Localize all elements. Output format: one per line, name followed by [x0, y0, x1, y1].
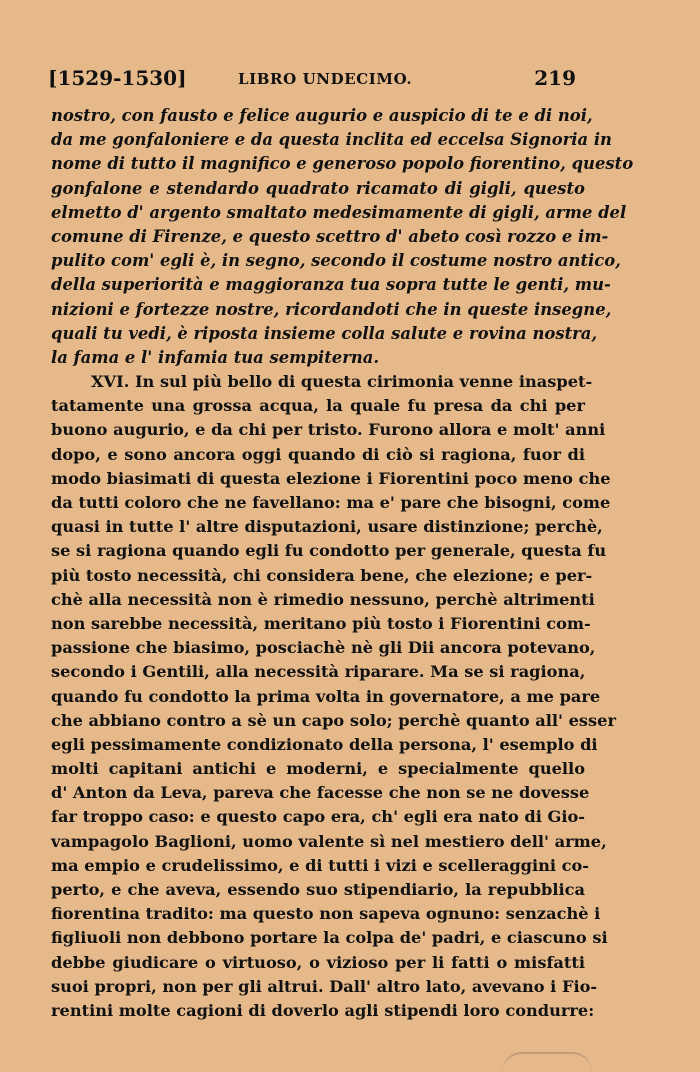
text-line: da tutti coloro che ne favellano: ma e' pare che bisogni, come: [51, 493, 611, 512]
running-header: [48, 66, 576, 96]
text-line: modo biasimati di questa elezione i Fiorentini poco meno che: [51, 468, 611, 488]
text-line: comune di Firenze, e questo scettro d' abeto così rozzo e im-: [51, 226, 609, 246]
text-line: ma empio e crudelissimo, e di tutti i vizi e scelleraggini co-: [51, 855, 590, 875]
section-start-line: XVI. In sul più bello di questa cirimonia venne inaspet-: [91, 372, 593, 392]
text-line: debbe giudicare o virtuoso, o vizioso per li fatti o misfatti: [51, 952, 585, 972]
text-line: rentini molte cagioni di doverlo agli stipendi loro condurre:: [51, 1000, 595, 1020]
text-line: buono augurio, e da chi per tristo. Furono allora e molt' anni: [51, 420, 606, 440]
text-line: da me gonfaloniere e da questa inclita ed eccelsa Signoria in: [51, 130, 612, 150]
year-range: [1529-1530]: [48, 66, 187, 90]
text-line: dopo, e sono ancora oggi quando di ciò si ragiona, fuor di: [51, 444, 585, 464]
text-line: quasi in tutte l' altre disputazioni, usare distinzione; perchè,: [51, 517, 603, 537]
text-line: pulito com' egli è, in segno, secondo il costume nostro antico,: [51, 251, 621, 271]
text-line: gonfalone e stendardo quadrato ricamato di gigli, questo: [51, 178, 585, 198]
text-line: della superiorità e maggioranza tua sopra tutte le genti, mu-: [51, 275, 611, 295]
text-line: se si ragiona quando egli fu condotto per generale, questa fu: [51, 541, 607, 561]
text-line: molti capitani antichi e moderni, e specialmente quello: [51, 759, 585, 779]
text-line: tatamente una grossa acqua, la quale fu presa da chi per: [51, 396, 585, 416]
text-line: egli pessimamente condizionato della persona, l' esemplo di: [51, 734, 598, 754]
text-line: quali tu vedi, è riposta insieme colla salute e rovina nostra,: [51, 323, 598, 343]
text-line: passione che biasimo, posciachè nè gli Dii ancora potevano,: [51, 638, 596, 658]
text-line: nome di tutto il magnifico e generoso popolo fiorentino, questo: [51, 154, 634, 174]
text-line: non sarebbe necessità, meritano più tosto i Fiorentini com-: [51, 613, 591, 633]
text-line: la fama e l' infamia tua sempiterna.: [51, 347, 380, 367]
text-line: fiorentina tradito: ma questo non sapeva ognuno: senzachè i: [51, 904, 601, 924]
text-line: nostro, con fausto e felice augurio e auspicio di te e di noi,: [51, 106, 593, 125]
text-line: figliuoli non debbono portare la colpa de' padri, e ciascuno si: [51, 928, 608, 948]
book-title: LIBRO UNDECIMO.: [238, 70, 413, 88]
text-line: perto, e che aveva, essendo suo stipendiario, la repubblica: [51, 880, 585, 899]
text-line: nizioni e fortezze nostre, ricordandoti che in queste insegne,: [51, 299, 612, 319]
text-line: far troppo caso: e questo capo era, ch' egli era nato di Gio-: [51, 807, 585, 827]
text-line: vampagolo Baglioni, uomo valente sì nel mestiero dell' arme,: [51, 831, 607, 851]
text-line: chè alla necessità non è rimedio nessuno, perchè altrimenti: [51, 589, 595, 609]
text-line: elmetto d' argento smaltato medesimamente di gigli, arme del: [51, 202, 627, 222]
text-line: che abbiano contro a sè un capo solo; perchè quanto all' esser: [51, 710, 616, 730]
body-text: [51, 104, 634, 1023]
text-line: secondo i Gentili, alla necessità riparare. Ma se si ragiona,: [51, 662, 586, 682]
text-line: suoi propri, non per gli altrui. Dall' altro lato, avevano i Fio-: [51, 976, 598, 996]
page-number: 219: [534, 66, 576, 90]
scan-watermark-trace: [502, 1052, 592, 1072]
text-line: più tosto necessità, chi considera bene, che elezione; e per-: [51, 565, 593, 585]
text-line: quando fu condotto la prima volta in governatore, a me pare: [51, 686, 601, 706]
text-line: d' Anton da Leva, pareva che facesse che non se ne dovesse: [51, 783, 590, 803]
